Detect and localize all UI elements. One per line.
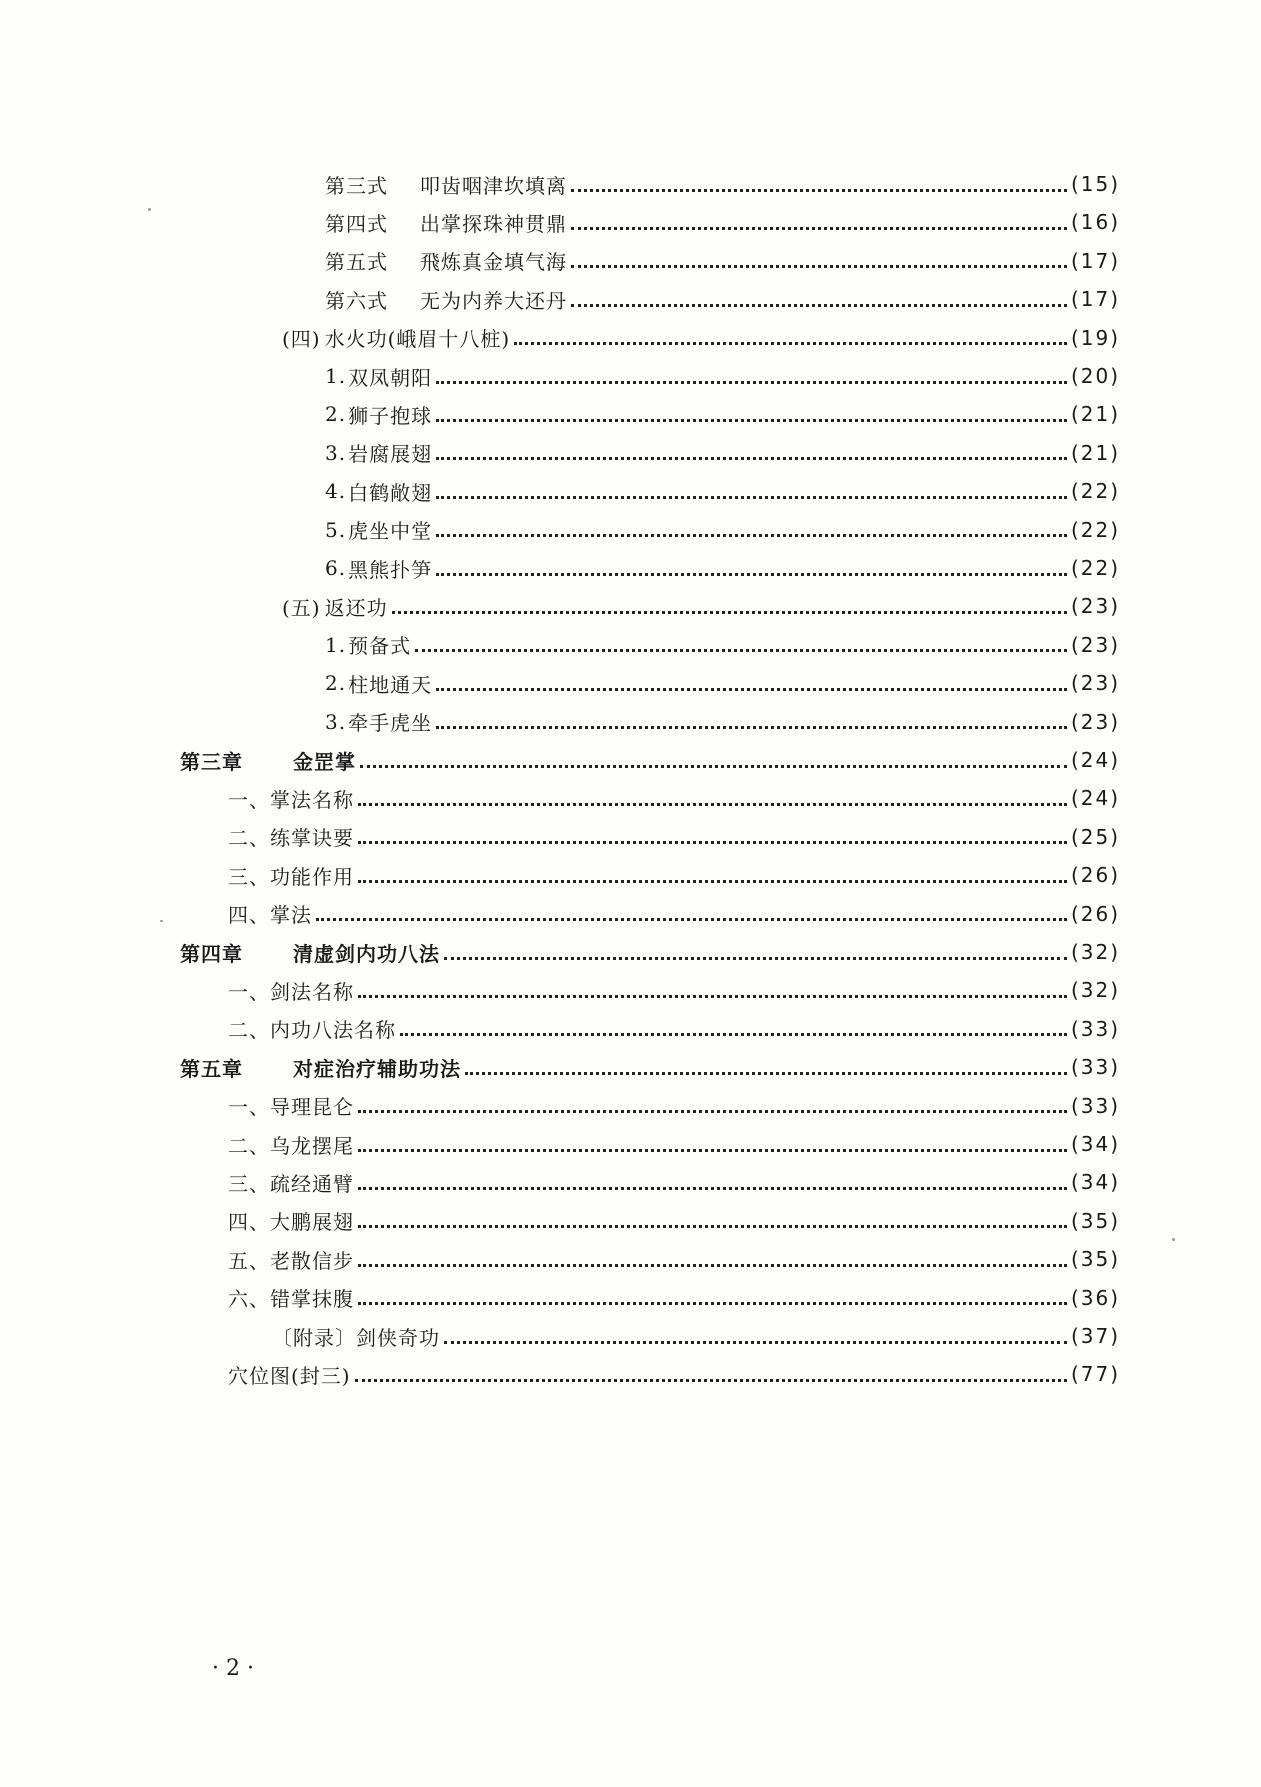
toc-entry-title (228, 1091, 354, 1120)
dot-leader (571, 189, 1067, 192)
toc-entry-label: 对症治疗辅助功法 (293, 1056, 461, 1081)
toc-entry-title (228, 976, 354, 1005)
dot-leader (436, 573, 1067, 576)
toc-entry[interactable] (228, 1166, 1120, 1198)
toc-entry-label: 金罡掌 (293, 749, 356, 774)
toc-entry-number: 5. (325, 517, 347, 542)
toc-page-number: (77) (1070, 1362, 1120, 1387)
toc-page-number: (32) (1070, 978, 1120, 1003)
toc-entry[interactable] (325, 706, 1120, 738)
toc-page-number: (35) (1070, 1247, 1120, 1272)
toc-page-number: (15) (1070, 172, 1120, 196)
toc-entry-title (325, 554, 432, 583)
dot-leader (358, 1302, 1067, 1305)
toc-page-number: (32) (1070, 940, 1120, 964)
toc-entry-number: 三、 (228, 864, 270, 889)
dot-leader (358, 1225, 1067, 1228)
toc-entry-number: 第四式 (325, 211, 388, 236)
dot-leader (571, 265, 1067, 268)
toc-entry-number: 1. (325, 632, 347, 657)
dot-leader (444, 957, 1067, 960)
toc-entry-label: 双凤朝阳 (348, 365, 433, 390)
toc-entry[interactable] (325, 168, 1120, 200)
toc-entry-title (325, 246, 567, 275)
toc-page-number: (23) (1070, 632, 1120, 657)
toc-entry-number: 二、 (228, 826, 270, 851)
toc-entry-number: 二、 (228, 1018, 270, 1043)
toc-entry-number: 一、 (228, 787, 270, 812)
toc-page-number: (23) (1070, 709, 1120, 734)
toc-entry-label: 导理昆仑 (270, 1095, 354, 1120)
toc-page-number: (20) (1070, 364, 1120, 388)
toc-page-number: (24) (1070, 748, 1120, 772)
dot-leader (358, 1110, 1067, 1113)
dot-leader (358, 1187, 1067, 1190)
toc-entry-number: 三、 (228, 1171, 270, 1196)
toc-entry-title (325, 208, 567, 237)
toc-entry-number: 四、 (228, 903, 270, 928)
toc-page-number: (22) (1070, 556, 1120, 580)
toc-entry-title (325, 362, 432, 391)
toc-entry[interactable] (272, 1320, 1120, 1352)
toc-entry-number: 3. (325, 440, 347, 465)
toc-page-number: (33) (1070, 1016, 1120, 1041)
dot-leader (358, 841, 1067, 844)
toc-entry[interactable] (325, 552, 1120, 584)
toc-entry-number: 一、 (228, 1095, 270, 1120)
dot-leader (436, 688, 1067, 691)
toc-entry-label: 乌龙摆尾 (270, 1133, 354, 1158)
toc-entry-title (228, 1360, 351, 1389)
toc-entry-number: 第三章 (180, 749, 243, 774)
toc-entry[interactable] (228, 1205, 1120, 1237)
dot-leader (358, 803, 1067, 806)
toc-entry[interactable] (282, 322, 1120, 354)
toc-entry-number: 第四章 (180, 941, 243, 966)
toc-entry-number: 第三式 (325, 173, 388, 198)
toc-entry-label: 功能作用 (270, 864, 354, 889)
toc-entry-title (325, 515, 432, 544)
toc-entry-number: 6. (325, 556, 347, 580)
toc-entry-label: 黑熊扑笋 (348, 557, 433, 582)
toc-entry-number: 第六式 (325, 288, 388, 313)
toc-entry[interactable] (325, 245, 1120, 277)
dot-leader (571, 304, 1067, 307)
dot-leader (436, 534, 1067, 537)
toc-page-number: (35) (1070, 1208, 1120, 1233)
toc-entry-number: (五) (282, 595, 321, 620)
toc-entry-label: 预备式 (348, 634, 412, 659)
toc-entry-title (228, 1168, 354, 1197)
scan-speck (160, 920, 163, 922)
scan-speck (148, 208, 151, 211)
toc-entry[interactable] (325, 629, 1120, 661)
toc-entry[interactable] (325, 283, 1120, 315)
dot-leader (358, 1149, 1067, 1152)
toc-page-number: (21) (1070, 402, 1120, 427)
toc-entry-label: 老散信步 (270, 1248, 354, 1273)
toc-entry-label: 剑法名称 (270, 979, 354, 1004)
dot-leader (436, 381, 1067, 384)
toc-entry-label: 大鹏展翅 (270, 1210, 354, 1235)
toc-entry-title (228, 1206, 354, 1235)
toc-page-number: (24) (1070, 786, 1120, 811)
toc-entry-label: 牵手虎坐 (348, 711, 433, 736)
toc-entry-number: 六、 (228, 1287, 270, 1312)
toc-entry-title (228, 784, 354, 813)
dot-leader (514, 342, 1067, 345)
toc-page-number: (21) (1070, 440, 1120, 465)
toc-entry-label: 清虚剑内功八法 (293, 941, 440, 966)
toc-entry[interactable] (228, 1090, 1120, 1122)
toc-entry-number: 1. (325, 364, 347, 388)
dot-leader (355, 1379, 1067, 1382)
toc-entry-label: 水火功(峨眉十八桩) (324, 327, 511, 352)
toc-entry-label: 白鹤敞翅 (348, 480, 433, 505)
toc-entry[interactable] (325, 398, 1120, 430)
page-number: · 2 · (212, 1656, 254, 1681)
dot-leader (358, 995, 1067, 998)
toc-page-number: (17) (1070, 287, 1120, 312)
toc-entry[interactable] (228, 974, 1120, 1006)
dot-leader (358, 1264, 1067, 1267)
toc-entry[interactable] (228, 782, 1120, 814)
toc-entry[interactable] (180, 936, 1120, 968)
toc-entry[interactable] (228, 821, 1120, 853)
toc-entry[interactable] (228, 1282, 1120, 1314)
toc-entry-label: 掌法 (270, 903, 312, 928)
toc-entry[interactable] (228, 1243, 1120, 1275)
toc-page-number: (36) (1070, 1285, 1120, 1310)
toc-entry-label: 狮子抱球 (348, 403, 433, 428)
toc-entry[interactable] (228, 859, 1120, 891)
toc-entry-label: 穴位图(封三) (228, 1363, 351, 1388)
toc-entry-label: 疏经通臂 (270, 1171, 354, 1196)
toc-entry-label: 剑侠奇功 (356, 1325, 440, 1350)
toc-entry-label: 掌法名称 (270, 787, 354, 812)
toc-entry-title (325, 400, 432, 429)
toc-entry-label: 柱地通天 (348, 672, 433, 697)
toc-entry-title (325, 707, 432, 736)
toc-entry-title (180, 938, 440, 967)
toc-page-number: (33) (1070, 1055, 1120, 1080)
toc-entry-label: 飛炼真金填气海 (420, 250, 567, 275)
toc-entry[interactable] (228, 1128, 1120, 1160)
dot-leader (360, 765, 1067, 768)
dot-leader (415, 649, 1067, 652)
toc-entry[interactable] (325, 206, 1120, 238)
toc-entry[interactable] (228, 898, 1120, 930)
toc-entry-number: 五、 (228, 1248, 270, 1273)
toc-entry-title (228, 1283, 354, 1312)
toc-entry-number: 第五章 (180, 1056, 243, 1081)
toc-entry-title (180, 746, 356, 775)
toc-entry-number: 4. (325, 479, 347, 504)
toc-entry-title (325, 669, 432, 698)
dot-leader (436, 419, 1067, 422)
toc-entry-number: 二、 (228, 1133, 270, 1158)
toc-entry-label: 岩腐展翅 (348, 442, 433, 467)
dot-leader (316, 918, 1067, 921)
toc-page-number: (19) (1070, 325, 1120, 350)
dot-leader (444, 1341, 1067, 1344)
toc-entry[interactable] (325, 360, 1120, 392)
dot-leader (436, 496, 1067, 499)
toc-page-number: (33) (1070, 1093, 1120, 1118)
toc-entry-label: 叩齿咽津坎填离 (420, 173, 567, 198)
toc-entry[interactable] (325, 437, 1120, 469)
scan-speck (1172, 1238, 1175, 1241)
toc-entry-title (228, 1245, 354, 1274)
toc-entry-title (282, 323, 510, 352)
toc-page-number: (26) (1070, 901, 1120, 926)
toc-entry-label: 错掌抹腹 (270, 1287, 354, 1312)
toc-page-number: (34) (1070, 1132, 1120, 1156)
dot-leader (436, 726, 1067, 729)
toc-entry[interactable] (228, 1013, 1120, 1045)
toc-page-number: (22) (1070, 479, 1120, 504)
toc-page-number: (34) (1070, 1170, 1120, 1195)
toc-entry-label: 练掌诀要 (270, 826, 354, 851)
toc-page-number: (37) (1070, 1324, 1120, 1348)
toc-entry[interactable] (325, 667, 1120, 699)
toc-entry-number: 四、 (228, 1210, 270, 1235)
toc-entry-number: (四) (282, 327, 321, 352)
toc-entry-title (325, 477, 432, 506)
toc-page-number: (17) (1070, 248, 1120, 273)
toc-entry[interactable] (228, 1358, 1120, 1390)
toc-page-number: (22) (1070, 517, 1120, 542)
toc-entry-title (325, 285, 567, 314)
toc-entry[interactable] (180, 744, 1120, 776)
toc-entry-number: 2. (325, 671, 347, 696)
dot-leader (392, 611, 1067, 614)
toc-entry-label: 内功八法名称 (270, 1018, 396, 1043)
toc-entry[interactable] (180, 1051, 1120, 1083)
toc-entry-title (180, 1053, 461, 1082)
dot-leader (465, 1072, 1067, 1075)
toc-page-number: (23) (1070, 594, 1120, 619)
toc-entry-title (272, 1322, 440, 1351)
toc-entry-number: 第五式 (325, 250, 388, 275)
toc-entry[interactable] (325, 514, 1120, 546)
toc-entry-label: 无为内养大还丹 (420, 288, 567, 313)
toc-entry-label: 虎坐中堂 (348, 519, 433, 544)
toc-page-number: (26) (1070, 863, 1120, 888)
toc-entry-title (228, 822, 354, 851)
toc-page-number: (23) (1070, 671, 1120, 696)
toc-entry-title (228, 861, 354, 890)
toc-entry-number: 2. (325, 402, 347, 427)
toc-page-number: (25) (1070, 824, 1120, 849)
toc-entry-title (325, 438, 432, 467)
dot-leader (358, 880, 1067, 883)
toc-page-number: (16) (1070, 210, 1120, 235)
toc-entry-title (228, 899, 312, 928)
dot-leader (571, 227, 1067, 230)
dot-leader (436, 457, 1067, 460)
toc-entry-title (325, 170, 567, 199)
toc-entry-title (325, 630, 411, 659)
dot-leader (400, 1033, 1067, 1036)
toc-entry-label: 返还功 (324, 595, 388, 620)
toc-entry[interactable] (282, 590, 1120, 622)
toc-entry-number: 3. (325, 709, 347, 734)
toc-entry-title (228, 1130, 354, 1159)
toc-entry-number: 〔附录〕 (272, 1325, 356, 1350)
toc-entry[interactable] (325, 475, 1120, 507)
toc-entry-title (228, 1014, 396, 1043)
toc-entry-title (282, 592, 388, 621)
toc-entry-number: 一、 (228, 979, 270, 1004)
toc-entry-label: 出掌探珠神贯鼎 (420, 211, 567, 236)
